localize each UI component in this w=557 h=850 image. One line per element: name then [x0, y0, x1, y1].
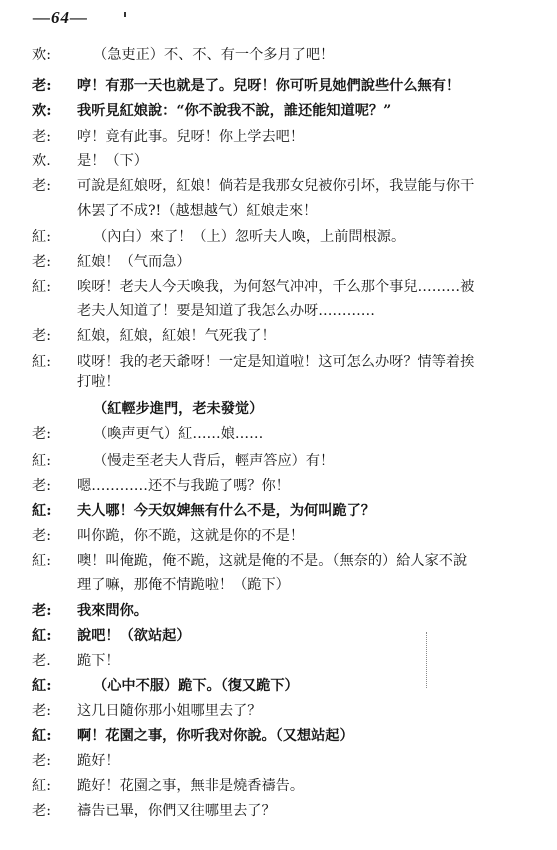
- speaker-label: 紅:: [32, 279, 51, 295]
- dialogue-text: （急吏正）不、不、有一个多月了吧！: [93, 47, 335, 63]
- dialogue-text: 紅娘，紅娘，紅娘！气死我了！: [77, 328, 276, 344]
- dialogue-text: （內白）來了！（上）忽听夫人喚，上前問根源。: [93, 229, 406, 245]
- stage-direction-text: （紅輕步進門，老未發觉）: [93, 401, 264, 417]
- speaker-label: 紅:: [32, 229, 51, 245]
- dialogue-line: [0, 551, 557, 571]
- dialogue-line-continued: [0, 372, 557, 392]
- stage-direction: [0, 399, 557, 419]
- dialogue-text: 說吧！（欲站起）: [77, 628, 191, 644]
- dialogue-text: 休罢了不成?!（越想越气）紅娘走來！: [77, 203, 318, 219]
- speaker-label: 紅:: [32, 354, 51, 370]
- dialogue-line: [0, 676, 557, 696]
- dialogue-text: 理了嘛，那俺不情跪啦！（跪下）: [77, 577, 290, 593]
- dialogue-line: [0, 424, 557, 444]
- dialogue-text: 跪好！花園之事，無非是燒香禱告。: [77, 778, 305, 794]
- dialogue-line: [0, 751, 557, 771]
- dialogue-line: [0, 176, 557, 196]
- dialogue-line: [0, 626, 557, 646]
- dialogue-line: [0, 352, 557, 372]
- dialogue-text: 嗯…………还不与我跪了嗎？你！: [77, 478, 290, 494]
- dialogue-line: [0, 476, 557, 496]
- dialogue-text: 我听見紅娘說：“你不說我不說，誰还能知道呢？”: [77, 103, 392, 119]
- dialogue-line: [0, 776, 557, 796]
- dialogue-text: 哼！有那一天也就是了。兒呀！你可听見她們說些什么無有！: [77, 78, 461, 94]
- dialogue-text: 哎呀！我的老天爺呀！一定是知道啦！这可怎么办呀？情等着挨: [77, 354, 475, 370]
- speaker-label: 紅:: [32, 503, 52, 519]
- dialogue-text: 打啦！: [77, 374, 120, 390]
- dialogue-text: （慢走至老夫人背后，輕声答应）有！: [93, 453, 335, 469]
- dialogue-text: （喚声更气）紅……娘……: [93, 426, 264, 442]
- dialogue-line: [0, 726, 557, 746]
- dialogue-line: [0, 252, 557, 272]
- dialogue-line: [0, 101, 557, 121]
- speaker-label: 老:: [32, 426, 51, 442]
- speaker-label: 老:: [32, 178, 51, 194]
- speaker-label: 紅:: [32, 728, 52, 744]
- speaker-label: 老:: [32, 753, 51, 769]
- speaker-label: 欢:: [32, 47, 51, 63]
- speaker-label: 老:: [32, 328, 51, 344]
- dialogue-line: [0, 451, 557, 471]
- dialogue-line: [0, 227, 557, 247]
- dialogue-line: [0, 601, 557, 621]
- speaker-label: 紅:: [32, 453, 51, 469]
- dialogue-line: [0, 651, 557, 671]
- dialogue-text: 唉呀！老夫人今天喚我，为何怒气冲冲，千么那个事兒………被: [77, 279, 475, 295]
- speaker-label: 老:: [32, 254, 51, 270]
- dialogue-line: [0, 127, 557, 147]
- page-number: —64—: [33, 8, 88, 27]
- dialogue-text: 啊！花園之事，你听我对你說。（又想站起）: [77, 728, 354, 744]
- dialogue-text: 跪好！: [77, 753, 120, 769]
- dialogue-line: [0, 326, 557, 346]
- speaker-label: 紅:: [32, 628, 52, 644]
- dialogue-text: 叫你跪，你不跪，这就是你的不是！: [77, 528, 305, 544]
- dialogue-text: 可說是紅娘呀，紅娘！倘若是我那女兒被你引坏，我豈能与你干: [77, 178, 475, 194]
- speaker-label: 老:: [32, 478, 51, 494]
- dialogue-line: [0, 76, 557, 96]
- dialogue-line-continued: [0, 301, 557, 321]
- margin-mark: [426, 632, 428, 688]
- dialogue-line: [0, 277, 557, 297]
- dialogue-line: [0, 801, 557, 821]
- dialogue-text: 哼！竟有此事。兒呀！你上学去吧！: [77, 129, 305, 145]
- dialogue-text: 这几日隨你那小姐哪里去了？: [77, 703, 262, 719]
- speaker-label: 老.: [32, 653, 51, 669]
- dialogue-text: 是！（下）: [77, 153, 148, 169]
- speaker-label: 紅:: [32, 553, 51, 569]
- speaker-label: 老:: [32, 129, 51, 145]
- dialogue-text: 我來問你。: [77, 603, 148, 619]
- dialogue-line: [0, 45, 557, 65]
- speaker-label: 欢.: [32, 153, 51, 169]
- dialogue-line: [0, 151, 557, 171]
- speaker-label: 老:: [32, 528, 51, 544]
- speaker-label: 老:: [32, 703, 51, 719]
- dialogue-line-continued: [0, 201, 557, 221]
- dialogue-line: [0, 701, 557, 721]
- dialogue-text: 夫人哪！今天奴婢無有什么不是，为何叫跪了？: [77, 503, 375, 519]
- speaker-label: 老:: [32, 803, 51, 819]
- dialogue-text: 噢！叫俺跪，俺不跪，这就是俺的不是。（無奈的）給人家不說: [77, 553, 468, 569]
- speaker-label: 欢:: [32, 103, 52, 119]
- dialogue-text: 老夫人知道了！要是知道了我怎么办呀…………: [77, 303, 375, 319]
- speaker-label: 老:: [32, 603, 52, 619]
- dialogue-line: [0, 526, 557, 546]
- dialogue-line-continued: [0, 575, 557, 595]
- dialogue-text: （心中不服）跪下。（復又跪下）: [93, 678, 299, 694]
- dialogue-text: 跪下！: [77, 653, 120, 669]
- speaker-label: 紅:: [32, 678, 52, 694]
- dialogue-text: 禱告已畢，你們又往哪里去了？: [77, 803, 276, 819]
- speaker-label: 老:: [32, 78, 52, 94]
- speaker-label: 紅:: [32, 778, 51, 794]
- dialogue-text: 紅娘！（气而急）: [77, 254, 191, 270]
- dialogue-line: [0, 501, 557, 521]
